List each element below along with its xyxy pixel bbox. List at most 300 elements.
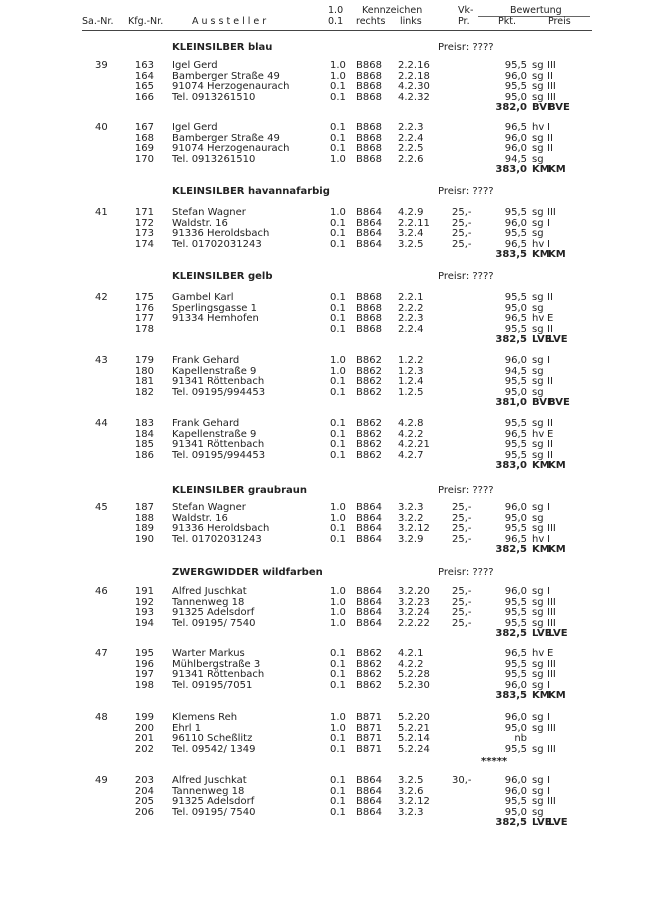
entry-addr: Tel. 09195/994453 <box>172 449 266 461</box>
entry-vk: 25,- <box>452 207 472 218</box>
entry-note: sg <box>532 743 544 755</box>
group-sa-number: 48 <box>95 712 108 723</box>
entry-kfg: 200 <box>134 722 154 734</box>
entry-kfg: 204 <box>134 785 154 797</box>
entry-addr: Tannenweg 18 <box>172 785 245 797</box>
entry-kfg: 191 <box>134 586 154 597</box>
entry-pkt: 95,5 <box>504 743 527 755</box>
entry-preis: III <box>547 91 556 103</box>
entry-sex: 0.1 <box>330 238 346 250</box>
entry-kz: B868 <box>356 122 382 133</box>
entry-kz: B864 <box>356 775 382 786</box>
entry-kfg: 203 <box>134 775 154 786</box>
entry-addr: Tel. 09195/ 7540 <box>172 806 256 818</box>
entry-kz: B862 <box>356 428 382 440</box>
class-title: KLEINSILBER gelb <box>172 271 273 282</box>
entry-kfg: 174 <box>134 238 154 250</box>
entry-kz: B862 <box>356 418 382 429</box>
entry-preis: I <box>547 238 550 250</box>
entry-addr: 96110 Scheßlitz <box>172 733 253 744</box>
entry-addr: Ehrl 1 <box>172 722 202 734</box>
entry-kz: B868 <box>356 81 382 92</box>
header-pr: Pr. <box>458 16 470 27</box>
entry-note: sg <box>532 775 544 786</box>
entry-vk: 25,- <box>452 523 472 534</box>
entry-addr: 91074 Herzogenaurach <box>172 81 290 92</box>
entry-sex: 0.1 <box>330 418 346 429</box>
group-total-code: BVE <box>532 397 554 408</box>
group-total-code: BVE <box>532 102 554 113</box>
entry-links: 3.2.12 <box>398 796 430 807</box>
header-links: links <box>400 16 422 27</box>
entry-note: sg <box>532 512 544 524</box>
entry-note: hv <box>532 238 545 250</box>
entry-note: sg <box>532 617 544 629</box>
group-total-points: 382,5 <box>495 334 527 345</box>
class-title: ZWERGWIDDER wildfarben <box>172 567 323 578</box>
entry-links: 3.2.12 <box>398 523 430 534</box>
entry-addr: Tel. 01702031243 <box>172 238 262 250</box>
entry-addr: Igel Gerd <box>172 60 218 71</box>
entry-addr: Warter Markus <box>172 648 245 659</box>
entry-kz: B871 <box>356 712 382 723</box>
class-title: KLEINSILBER blau <box>172 42 273 53</box>
entry-note: hv <box>532 533 545 545</box>
entry-sex: 0.1 <box>330 292 346 303</box>
header-bewertung-rule <box>478 16 590 17</box>
entry-pkt: 96,0 <box>504 502 527 513</box>
entry-kz: B864 <box>356 596 382 608</box>
header-sa-nr: Sa.-Nr. <box>82 16 114 27</box>
entry-addr: Stefan Wagner <box>172 207 246 218</box>
entry-pkt: 95,5 <box>504 658 527 670</box>
entry-kfg: 193 <box>134 607 154 618</box>
entry-note: hv <box>532 122 545 133</box>
group-total-points: 383,0 <box>495 460 527 471</box>
header-vk: Vk- <box>458 5 474 16</box>
entry-kz: B864 <box>356 586 382 597</box>
entry-pkt: 96,5 <box>504 428 527 440</box>
entry-pkt: 95,0 <box>504 722 527 734</box>
entry-note: sg <box>532 60 544 71</box>
entry-note: sg <box>532 679 544 691</box>
entry-vk: 25,- <box>452 238 472 250</box>
entry-kz: B864 <box>356 806 382 818</box>
entry-sex: 1.0 <box>330 617 346 629</box>
group-total-prize: BVE <box>548 102 570 113</box>
entry-kfg: 188 <box>134 512 154 524</box>
entry-preis: III <box>547 617 556 629</box>
entry-addr: 91341 Röttenbach <box>172 439 265 450</box>
entry-addr: Tel. 0913261510 <box>172 153 256 165</box>
entry-pkt: 96,0 <box>504 143 527 154</box>
entry-sex: 0.1 <box>330 428 346 440</box>
group-total-prize: KM <box>548 460 566 471</box>
entry-sex: 0.1 <box>330 785 346 797</box>
group-total-prize: KM <box>548 164 566 175</box>
entry-addr: Alfred Juschkat <box>172 586 247 597</box>
header-pkt: Pkt. <box>498 16 516 27</box>
entry-kfg: 205 <box>134 796 154 807</box>
entry-kfg: 186 <box>134 449 154 461</box>
entry-addr: 91341 Röttenbach <box>172 376 265 387</box>
entry-note: sg <box>532 355 544 366</box>
entry-pkt: 95,5 <box>504 607 527 618</box>
entry-pkt: 95,5 <box>504 523 527 534</box>
entry-links: 4.2.30 <box>398 81 430 92</box>
entry-pkt: 95,5 <box>504 292 527 303</box>
entry-pkt: 95,5 <box>504 617 527 629</box>
entry-addr: Gambel Karl <box>172 292 234 303</box>
entry-addr: Kapellenstraße 9 <box>172 365 257 377</box>
entry-links: 1.2.5 <box>398 386 424 398</box>
entry-sex: 1.0 <box>330 70 346 82</box>
entry-links: 3.2.4 <box>398 228 424 239</box>
group-sa-number: 40 <box>95 122 108 133</box>
entry-pkt: 96,0 <box>504 712 527 723</box>
entry-links: 2.2.4 <box>398 323 424 335</box>
entry-note: sg <box>532 449 544 461</box>
group-total-points: 382,5 <box>495 628 527 639</box>
entry-pkt: 96,0 <box>504 132 527 144</box>
entry-pkt: 94,5 <box>504 365 527 377</box>
entry-addr: Stefan Wagner <box>172 502 246 513</box>
header-rechts: rechts <box>356 16 386 27</box>
entry-preis: II <box>547 439 553 450</box>
group-sa-number: 43 <box>95 355 108 366</box>
entry-note: sg <box>532 658 544 670</box>
entry-kfg: 175 <box>134 292 154 303</box>
entry-links: 4.2.21 <box>398 439 430 450</box>
entry-links: 1.2.3 <box>398 365 424 377</box>
entry-sex: 0.1 <box>330 132 346 144</box>
header-preis: Preis <box>548 16 571 27</box>
entry-kfg: 168 <box>134 132 154 144</box>
entry-addr: Mühlbergstraße 3 <box>172 658 261 670</box>
entry-kz: B864 <box>356 533 382 545</box>
entry-note: sg <box>532 132 544 144</box>
entry-note: sg <box>532 228 544 239</box>
entry-kfg: 197 <box>134 669 154 680</box>
entry-preis: I <box>547 775 550 786</box>
entry-kfg: 182 <box>134 386 154 398</box>
entry-preis: III <box>547 796 556 807</box>
group-total-prize: LVE <box>548 817 568 828</box>
entry-kfg: 176 <box>134 302 154 314</box>
entry-sex: 1.0 <box>330 512 346 524</box>
entry-kfg: 185 <box>134 439 154 450</box>
entry-addr: Igel Gerd <box>172 122 218 133</box>
entry-note: sg <box>532 217 544 229</box>
entry-pkt: nb <box>514 733 527 744</box>
entry-sex: 1.0 <box>330 60 346 71</box>
entry-sex: 0.1 <box>330 449 346 461</box>
entry-preis: III <box>547 669 556 680</box>
entry-kz: B868 <box>356 302 382 314</box>
entry-note: sg <box>532 806 544 818</box>
entry-sex: 0.1 <box>330 733 346 744</box>
entry-kfg: 178 <box>134 323 154 335</box>
entry-sex: 0.1 <box>330 122 346 133</box>
group-total-points: 383,5 <box>495 690 527 701</box>
entry-sex: 0.1 <box>330 743 346 755</box>
entry-note: sg <box>532 323 544 335</box>
entry-vk: 25,- <box>452 617 472 629</box>
entry-links: 3.2.2 <box>398 512 424 524</box>
entry-note: hv <box>532 313 545 324</box>
entry-links: 2.2.3 <box>398 122 424 133</box>
header-col-01: 0.1 <box>328 16 344 27</box>
entry-addr: Klemens Reh <box>172 712 238 723</box>
entry-addr: Tel. 09195/994453 <box>172 386 266 398</box>
entry-kfg: 195 <box>134 648 154 659</box>
entry-links: 2.2.6 <box>398 153 424 165</box>
entry-pkt: 95,5 <box>504 60 527 71</box>
entry-kz: B871 <box>356 722 382 734</box>
entry-links: 2.2.2 <box>398 302 424 314</box>
entry-preis: III <box>547 743 556 755</box>
entry-addr: 91334 Hemhofen <box>172 313 259 324</box>
entry-note: sg <box>532 669 544 680</box>
entry-sex: 0.1 <box>330 648 346 659</box>
entry-pkt: 95,5 <box>504 376 527 387</box>
group-total-code: LVE <box>532 628 552 639</box>
entry-kz: B868 <box>356 323 382 335</box>
entry-kz: B864 <box>356 512 382 524</box>
entry-links: 3.2.3 <box>398 806 424 818</box>
entry-links: 2.2.4 <box>398 132 424 144</box>
entry-sex: 1.0 <box>330 355 346 366</box>
entry-kz: B868 <box>356 70 382 82</box>
entry-kz: B862 <box>356 648 382 659</box>
entry-note: sg <box>532 302 544 314</box>
entry-kfg: 165 <box>134 81 154 92</box>
entry-kfg: 170 <box>134 153 154 165</box>
entry-links: 4.2.8 <box>398 418 424 429</box>
entry-addr: Bamberger Straße 49 <box>172 70 280 82</box>
entry-kz: B862 <box>356 439 382 450</box>
entry-kz: B864 <box>356 217 382 229</box>
group-total-code: KM <box>532 164 550 175</box>
entry-sex: 1.0 <box>330 607 346 618</box>
entry-kfg: 181 <box>134 376 154 387</box>
header-aussteller: A u s s t e l l e r <box>192 16 267 27</box>
group-total-code: KM <box>532 544 550 555</box>
entry-kfg: 196 <box>134 658 154 670</box>
entry-links: 4.2.9 <box>398 207 424 218</box>
entry-pkt: 95,5 <box>504 439 527 450</box>
entry-kfg: 177 <box>134 313 154 324</box>
entry-links: 1.2.4 <box>398 376 424 387</box>
entry-kz: B864 <box>356 617 382 629</box>
entry-links: 2.2.5 <box>398 143 424 154</box>
entry-links: 4.2.2 <box>398 428 424 440</box>
entry-note: sg <box>532 596 544 608</box>
entry-addr: Sperlingsgasse 1 <box>172 302 257 314</box>
entry-pkt: 96,0 <box>504 679 527 691</box>
group-stars: ***** <box>481 756 508 767</box>
entry-links: 4.2.7 <box>398 449 424 461</box>
entry-pkt: 95,0 <box>504 806 527 818</box>
entry-addr: Tel. 09195/7051 <box>172 679 253 691</box>
entry-links: 3.2.5 <box>398 775 424 786</box>
header-rule <box>82 30 592 31</box>
entry-note: sg <box>532 386 544 398</box>
entry-preis: II <box>547 376 553 387</box>
price-rule-note: Preisr: ???? <box>438 485 494 496</box>
entry-pkt: 95,0 <box>504 512 527 524</box>
entry-pkt: 95,0 <box>504 386 527 398</box>
entry-vk: 25,- <box>452 217 472 229</box>
entry-links: 2.2.3 <box>398 313 424 324</box>
entry-kfg: 192 <box>134 596 154 608</box>
entry-preis: II <box>547 143 553 154</box>
entry-sex: 0.1 <box>330 439 346 450</box>
entry-note: sg <box>532 502 544 513</box>
entry-note: sg <box>532 207 544 218</box>
entry-vk: 25,- <box>452 512 472 524</box>
entry-pkt: 95,5 <box>504 669 527 680</box>
entry-note: sg <box>532 722 544 734</box>
entry-sex: 0.1 <box>330 669 346 680</box>
entry-note: sg <box>532 376 544 387</box>
group-total-code: KM <box>532 460 550 471</box>
entry-kz: B871 <box>356 733 382 744</box>
entry-links: 5.2.21 <box>398 722 430 734</box>
entry-pkt: 95,5 <box>504 81 527 92</box>
group-sa-number: 42 <box>95 292 108 303</box>
entry-links: 5.2.30 <box>398 679 430 691</box>
entry-links: 1.2.2 <box>398 355 424 366</box>
entry-sex: 1.0 <box>330 153 346 165</box>
entry-kz: B862 <box>356 658 382 670</box>
entry-preis: II <box>547 418 553 429</box>
entry-note: sg <box>532 143 544 154</box>
entry-pkt: 94,5 <box>504 153 527 165</box>
entry-pkt: 96,5 <box>504 238 527 250</box>
entry-sex: 0.1 <box>330 806 346 818</box>
entry-preis: I <box>547 679 550 691</box>
entry-kfg: 202 <box>134 743 154 755</box>
entry-pkt: 96,5 <box>504 122 527 133</box>
entry-addr: 91336 Heroldsbach <box>172 523 270 534</box>
group-total-prize: KM <box>548 249 566 260</box>
group-sa-number: 44 <box>95 418 108 429</box>
entry-kfg: 167 <box>134 122 154 133</box>
entry-links: 3.2.5 <box>398 238 424 250</box>
entry-kfg: 194 <box>134 617 154 629</box>
entry-vk: 25,- <box>452 586 472 597</box>
entry-kfg: 163 <box>134 60 154 71</box>
group-total-prize: BVE <box>548 397 570 408</box>
group-sa-number: 45 <box>95 502 108 513</box>
entry-pkt: 95,0 <box>504 91 527 103</box>
entry-links: 3.2.23 <box>398 596 430 608</box>
entry-preis: II <box>547 323 553 335</box>
entry-sex: 1.0 <box>330 207 346 218</box>
entry-preis: II <box>547 132 553 144</box>
entry-addr: Alfred Juschkat <box>172 775 247 786</box>
price-rule-note: Preisr: ???? <box>438 186 494 197</box>
entry-sex: 1.0 <box>330 502 346 513</box>
entry-links: 2.2.18 <box>398 70 430 82</box>
group-sa-number: 47 <box>95 648 108 659</box>
entry-kz: B864 <box>356 607 382 618</box>
entry-kz: B868 <box>356 132 382 144</box>
entry-kz: B862 <box>356 365 382 377</box>
entry-kfg: 164 <box>134 70 154 82</box>
entry-kz: B871 <box>356 743 382 755</box>
entry-pkt: 96,0 <box>504 217 527 229</box>
entry-kfg: 199 <box>134 712 154 723</box>
group-total-points: 383,0 <box>495 164 527 175</box>
entry-preis: III <box>547 607 556 618</box>
entry-sex: 0.1 <box>330 533 346 545</box>
entry-addr: Tel. 09542/ 1349 <box>172 743 256 755</box>
entry-sex: 0.1 <box>330 323 346 335</box>
entry-preis: E <box>547 648 554 659</box>
entry-sex: 1.0 <box>330 365 346 377</box>
entry-sex: 0.1 <box>330 775 346 786</box>
entry-kfg: 201 <box>134 733 154 744</box>
entry-sex: 0.1 <box>330 658 346 670</box>
entry-addr: Tel. 0913261510 <box>172 91 256 103</box>
entry-note: sg <box>532 91 544 103</box>
entry-preis: I <box>547 355 550 366</box>
entry-links: 5.2.20 <box>398 712 430 723</box>
entry-kfg: 172 <box>134 217 154 229</box>
entry-kfg: 166 <box>134 91 154 103</box>
entry-note: sg <box>532 785 544 797</box>
entry-kfg: 179 <box>134 355 154 366</box>
entry-preis: II <box>547 70 553 82</box>
entry-note: sg <box>532 439 544 450</box>
price-rule-note: Preisr: ???? <box>438 42 494 53</box>
entry-addr: 91074 Herzogenaurach <box>172 143 290 154</box>
entry-links: 2.2.11 <box>398 217 430 229</box>
entry-pkt: 95,5 <box>504 323 527 335</box>
price-rule-note: Preisr: ???? <box>438 271 494 282</box>
entry-addr: Waldstr. 16 <box>172 512 228 524</box>
entry-pkt: 96,0 <box>504 775 527 786</box>
group-total-prize: LVE <box>548 628 568 639</box>
entry-addr: Frank Gehard <box>172 418 240 429</box>
entry-preis: I <box>547 785 550 797</box>
price-rule-note: Preisr: ???? <box>438 567 494 578</box>
entry-pkt: 96,0 <box>504 586 527 597</box>
entry-preis: I <box>547 586 550 597</box>
group-sa-number: 46 <box>95 586 108 597</box>
entry-sex: 1.0 <box>330 586 346 597</box>
group-total-points: 382,5 <box>495 817 527 828</box>
group-sa-number: 49 <box>95 775 108 786</box>
group-total-points: 383,5 <box>495 249 527 260</box>
entry-sex: 1.0 <box>330 722 346 734</box>
entry-pkt: 95,5 <box>504 796 527 807</box>
group-total-code: KM <box>532 249 550 260</box>
entry-sex: 0.1 <box>330 796 346 807</box>
entry-pkt: 96,5 <box>504 648 527 659</box>
entry-preis: II <box>547 292 553 303</box>
entry-kfg: 190 <box>134 533 154 545</box>
entry-vk: 25,- <box>452 607 472 618</box>
entry-links: 3.2.9 <box>398 533 424 545</box>
entry-kz: B864 <box>356 785 382 797</box>
entry-kfg: 187 <box>134 502 154 513</box>
entry-addr: Tannenweg 18 <box>172 596 245 608</box>
entry-note: sg <box>532 81 544 92</box>
entry-kz: B862 <box>356 679 382 691</box>
